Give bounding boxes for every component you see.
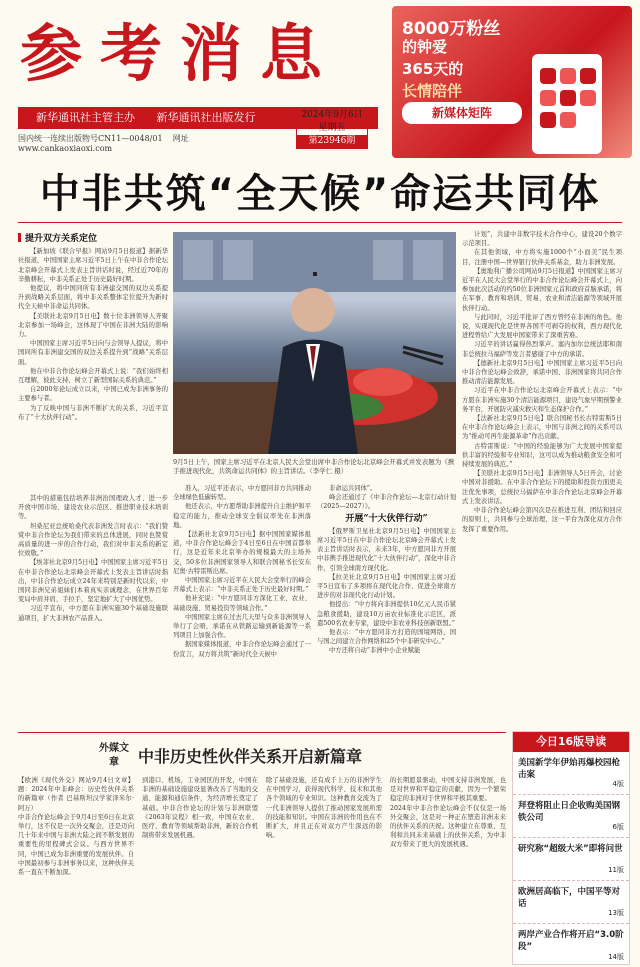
guide-item[interactable] [513, 752, 629, 795]
ad-brand: 新媒体矩阵 [402, 102, 522, 124]
subhead-relations: 提升双方关系定位 [18, 233, 168, 244]
supervisor-text: 新华通讯社主管主办 [36, 111, 135, 124]
paragraph: 他提出：“中方将向非洲提供10亿元人民币紧急粮食援助，建设10万亩农业标准化示范区，派遣500名农业专家，建设中非农业科技创新联盟。” [317, 601, 456, 627]
issue-number: 第23946期 [297, 135, 367, 148]
paragraph: 中国国家主席习近平在人民大会堂举行的峰会开幕式上表示：“中非关系正处于历史最好时期。” [173, 577, 311, 594]
paragraph: 据国家媒体报道，中非合作论坛峰会通过了一份宣言，双方将共筑“新时代全天候中 [173, 641, 311, 658]
summit-photo [173, 232, 456, 454]
article-column-2 [18, 494, 168, 730]
subhead-partnership: 开展“十大伙伴行动” [345, 513, 428, 524]
registration-number: 国内统一连续出版物号CN11—0048/01 [18, 134, 163, 143]
registration-line [18, 133, 283, 153]
paragraph: 他在中非合作论坛峰会开幕式上说：“我们始终相互理解，彼此支持，树立了新型国际关系的典范。” [18, 367, 168, 385]
paragraph: 中国国家主席在过去几天里与众多非洲领导人举行了会晤，承诺在从铁路运输到新能源等一系列项目上加强合作。 [173, 613, 311, 640]
paragraph: 与此同时，习近平批评了西方曾经在非洲的角色。他说，实现现代化是世界各国不可剥夺的权利，西方现代化进程曾给广大发展中国家带来了深重苦难。 [462, 313, 622, 340]
feature-divider [18, 732, 506, 733]
new-media-ad[interactable] [392, 6, 632, 158]
paragraph: 习近平的讲话赢得热烈掌声。塞内加尔总统法耶和南非总统拉马福萨等发言者感谢了中方的承诺。 [462, 341, 622, 358]
guide-item-title: 拜登将阻止日企收购美国钢铁公司 [518, 801, 621, 823]
paragraph: 【新加坡《联合早报》网站9月5日报道】据新华社报道，中国国家主席习近平5日上午在中非合作论坛北京峰会开幕式上发表主旨讲话时说，经过近70年的辛勤耕耘，中非关系正处于历史最好时期。 [18, 248, 168, 283]
date-box [296, 108, 368, 149]
guide-item-title: 研究称“超级大米”即将问世 [518, 844, 623, 854]
foreign-media-label: 外媒文章 [99, 743, 129, 768]
issue-date: 2024年9月6日 [301, 110, 363, 120]
ad-line1: 8000万粉丝 [402, 19, 501, 39]
headline-divider [18, 222, 622, 223]
paragraph: 【美联社北京9月5日电】非洲领导人5日开会，讨论中国对非援助。在中非合作论坛下的援助和投资方面更关注优先事项，总统拉马福萨在中非合作论坛北京峰会开幕式上发表讲话。 [462, 470, 622, 505]
paragraph: 【俄罗斯卫星社北京9月5日电】中国国家主席习近平5日在中非合作论坛北京峰会开幕式上发表主旨讲话时表示，未来3年，中方愿同非方开展中非携手推进现代化“十大伙伴行动”，深化中非合作，引领全球南方现代化。 [317, 527, 456, 572]
feature-column-4: 的长期愿景驱动，中国支持非洲发展，也是对世界和平稳定的贡献，因为一个繁荣稳定的非洲对于世界和平极其重要。 2024年中非合作论坛峰会不仅仅是一场外交聚会，这是对一种正在塑造非洲未来的伙伴关系的庆祝。这种建立在尊重、互利和共同未来基础上的伙伴关系，为中非双方带来了更大的发展机遇。 [390, 777, 506, 849]
today-guide [512, 731, 630, 965]
paragraph: 习近平在中非合作论坛北京峰会开幕式上表示：“中方愿在非洲实施30个清洁能源项目，建设气象早期预警业务平台，开展防灾减灾救灾和生态保护合作。” [462, 387, 622, 413]
paragraph: 计划”，共建中非数字技术合作中心，建设20个数字示范项目。 [462, 231, 622, 248]
guide-item-title: 美国新学年伊始再爆校园枪击案 [518, 758, 621, 780]
paragraph: 在其他领域，中方将实施1000个“小而美”民生项目，注册中国—世界银行伙伴关系基金，助力非洲发展。 [462, 249, 622, 266]
article-column-4 [317, 484, 456, 730]
paragraph: 中非合作论坛峰会第四次是在推进互利、团结和回应的原则上，共同参与全球治理，这一平台为深化双方合作发挥了重要作用。 [462, 507, 622, 533]
guide-item[interactable] [513, 924, 629, 967]
paragraph: 他提议，将中国同所有非洲建交国的双边关系提升到战略关系层面，将中非关系整体定位提升为新时代全天候中非命运共同体。 [18, 285, 168, 311]
article-column-5 [462, 230, 622, 726]
paragraph: 古特雷斯说：“中国的经验能够为广大发展中国家提供丰富的经验和专业知识，这可以成为推动粮食安全和可持续发展的典范。” [462, 442, 622, 469]
publisher-text: 新华通讯社出版发行 [156, 111, 256, 124]
paragraph: 其中的措施包括培养非洲治国理政人才、进一步开放中国市场、建设农业示范区、推进职业技术培训等。 [18, 495, 168, 521]
paragraph: 非命运共同体”。 [329, 485, 377, 492]
ad-line3: 365天的 [402, 60, 464, 78]
ad-line2: 的钟爱 [402, 38, 448, 56]
paragraph: 【法新社北京9月5日电】据中国国家媒体报道，中非合作论坛峰会于4日至6日在中国首都举行，这是近年来北京举办的规模最大的主场外交，50多位非洲国家领导人和联合国秘书长安东尼奥·古特雷斯出席。 [173, 531, 311, 575]
issue-weekday: 星期五 [318, 123, 346, 133]
article-column-1 [18, 230, 168, 490]
paragraph: 【奥地利广播公司网站9月5日报道】中国国家主席习近平在人民大会堂举行的中非合作论坛峰会开幕式上，向参加此次活动的约50位非洲国家元首和政府首脑承诺，将在军事、教育和培训、贸易、农业和清洁能源等领域开展伙伴行动。 [462, 267, 622, 312]
paragraph: 自2000年论坛成立以来，中国已成为非洲事务的主要参与者。 [18, 386, 168, 403]
paragraph: 中方还将自动“非洲中小企业赋能 [329, 647, 421, 655]
paragraph: 【埃菲社北京9月5日电】中国国家主席习近平5日在中非合作论坛北京峰会开幕式上发表主旨讲话时指出，中非合作论坛成立24年来特别是新时代以来，中国同非洲兄弟姐妹们本着真实亲诚理念，在世界百年变局中肩并肩、手拉手，坚定地扩大了中国优势。 [18, 559, 168, 604]
paragraph: 【德新社北京9月5日电】中国国家主席习近平5日向中非合作论坛峰会致辞，承诺中国、非洲国家将共同合作推动清洁能源发展。 [462, 359, 622, 386]
guide-item-page: 13版 [608, 909, 624, 917]
photo-caption: 9月5日上午，国家主席习近平在北京人民大会堂出席中非合作论坛北京峰会开幕式并发表题为《携手推进现代化，共筑命运共同体》的主旨讲话。（李学仁 摄） [173, 458, 455, 475]
paragraph: 坦桑尼亚总统哈桑代表非洲发言时表示：“我们赞赏中非合作论坛为我们带来的总体进展，同时也赞赏高质量的进一步的合作行动，我们对中非关系的新定位致敬。” [18, 522, 168, 558]
paragraph: 他表示：“中方愿同非方打造的国境网络，国与国之间建立合作网络和25个中非研究中心。” [317, 629, 456, 646]
paragraph: 他还表示，中方愿帮助非洲提升自主维护和平稳定的能力，推动全球安全倡议率先在非洲落地。 [173, 503, 311, 529]
article-column-3 [173, 484, 311, 730]
guide-item-page: 4版 [612, 780, 624, 788]
photo-scene [173, 232, 456, 454]
paragraph: 准入，习近平还表示，中方愿同非方共同推动全球绿色低碳转型。 [173, 485, 311, 502]
phone-icon [532, 54, 602, 154]
paragraph: 【美联社北京9月5日电】数十位非洲领导人齐聚北京参加一场峰会，这体现了中国在非洲大陆的影响力。 [18, 312, 168, 339]
paragraph: 中国国家主席习近平5日向与会领导人提议，将中国同所有非洲建交国的双边关系提升到“战略”关系层面。 [18, 340, 168, 366]
feature-column-2: 到港口、机场，工业园区的开发，中国在非洲的基础设施建设显著改善了当地的交通、能源和通信条件，为经济增长奠定了基础。中非合作论坛的计划与非洲联盟《2063年议程》相一致，中国在农业、医疗、教育等领域帮助非洲，新的合作机制将带来发展机遇。 [142, 777, 258, 840]
guide-item-page: 11版 [608, 866, 624, 874]
paragraph: 他补充说：“中方愿同非方深化工业、农业、基础设施、贸易投资等领域合作。” [173, 595, 311, 612]
feature-headline: 中非历史性伙伴关系开启新篇章 [138, 747, 363, 766]
guide-item-title: 两岸产业合作将开启“3.0阶段” [518, 930, 624, 952]
paragraph: 【拉美社北京9月5日电】中国国家主席习近平5日宣布了多项将在现代化合作、促进全球南方进步的对非现代化行动计划。 [317, 573, 456, 600]
guide-item[interactable] [513, 795, 629, 838]
guide-item-page: 14版 [608, 953, 624, 961]
masthead-title: 参考消息 [20, 17, 341, 90]
guide-item[interactable] [513, 838, 629, 881]
website-text: 网址 www.cankaoxiaoxi.com [18, 134, 189, 153]
paragraph: 习近平宣布，中方愿在非洲实施30个基础设施联通项目，扩大非洲农产品准入。 [18, 605, 168, 622]
feature-column-1: 【欧洲《现代外交》网站9月4日文章】题：2024年中非峰会：历史性伙伴关系的新篇章（作者 巴基斯坦汉学家泽米尔·阿万） 中非合作论坛峰会于9月4日至6日在北京举行，这不仅是一次外交聚会，还是迈向几十年来中国与非洲大陆之间不断发展的重要性的里程碑式会议。与西方世界不同，中国已成为非洲重要的发展伙伴。自中国最初参与非洲事务以来，这种伙伴关系一直在不断加深。 [18, 777, 134, 877]
paragraph: 为了反映中国与非洲不断扩大的关系，习近平宣布了“十大伙伴行动”。 [18, 404, 168, 421]
feature-column-3: 除了基础设施，还有成千上万的非洲学生在中国学习，获得现代科学、技术和其他各个领域的专业知识。这种教育交流为了一代非洲领导人提供了推动国家发展所需的技能和知识。中国在非洲的作用也在不断扩大，并且正在对双方产生深远的影响。 [266, 777, 382, 840]
main-headline: 中非共筑“全天候”命运共同体 [39, 171, 601, 217]
guide-item-title: 欧洲居高临下，中国平等对话 [518, 887, 621, 909]
guide-header: 今日16版导读 [513, 732, 629, 752]
paragraph: 峰会还通过了《中非合作论坛—北京行动计划（2025—2027）》。 [317, 494, 456, 511]
paragraph: 【法新社北京9月5日电】联合国秘书长古特雷斯5日在中非合作论坛峰会上表示，中国与非洲之间的关系可以为“推动可再生能源革命”作出贡献。 [462, 415, 622, 441]
ad-line4: 长情陪伴 [402, 82, 463, 100]
guide-item-page: 6版 [612, 823, 624, 831]
guide-item[interactable] [513, 881, 629, 924]
